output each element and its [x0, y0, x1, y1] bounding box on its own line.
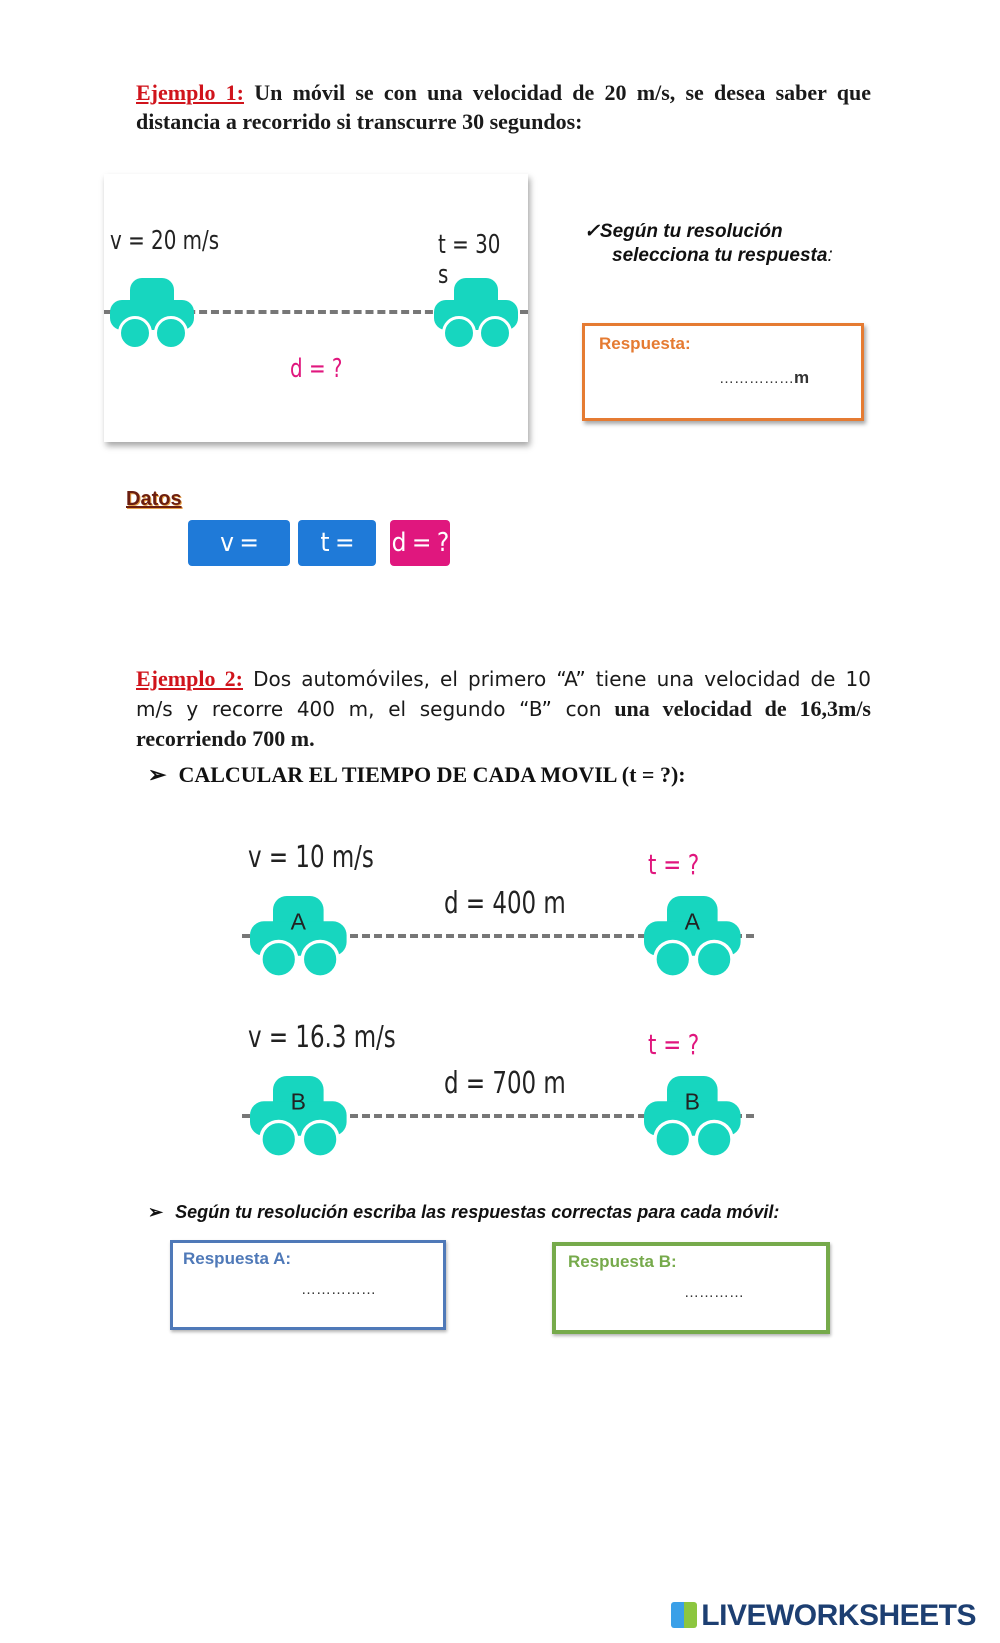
- ejemplo2-text: Dos automóviles, el primero “A” tiene una velocidad de 10 m/s y recorre 400 m, el segundo “B” con: [136, 667, 872, 721]
- car-b-time: t = ?: [648, 1028, 700, 1061]
- car-b-end-icon: B: [644, 1076, 741, 1157]
- datos-chip-time: t = 30s: [298, 520, 376, 566]
- car-a-start-icon: A: [250, 896, 347, 977]
- answer-b-input[interactable]: …………: [684, 1284, 744, 1301]
- car-b-diagram: [240, 1016, 760, 1166]
- car-icon: [434, 278, 518, 348]
- answer-b-box[interactable]: [552, 1242, 830, 1334]
- velocity-label: v = 20 m/s: [110, 226, 220, 256]
- car-a-time: t = ?: [648, 848, 700, 881]
- answer-a-input[interactable]: ……………: [301, 1281, 376, 1298]
- car-a-diagram: [240, 836, 760, 986]
- task-heading: ➢ CALCULAR EL TIEMPO DE CADA MOVIL (t = ?):: [148, 762, 686, 787]
- instruction-2: ➢ Según tu resolución escriba las respuestas correctas para cada móvil:: [148, 1202, 780, 1222]
- check-icon: ✓: [584, 221, 600, 242]
- car-b-start-icon: B: [250, 1076, 347, 1157]
- answer-a-label: Respuesta A:: [183, 1249, 292, 1268]
- datos-title: Datos: [126, 488, 182, 510]
- datos-chip-distance: d = ?: [390, 520, 450, 566]
- ejemplo1-paragraph: [136, 78, 871, 136]
- answer-label: Respuesta:: [599, 334, 691, 353]
- ejemplo1-lead: Ejemplo 1:: [136, 80, 244, 105]
- car-b-distance: d = 700 m: [444, 1066, 566, 1101]
- bullet-icon: ➢: [148, 1202, 164, 1222]
- time-label: t = 30 s: [438, 230, 501, 290]
- car-a-velocity: v = 10 m/s: [248, 840, 374, 875]
- brand-icon: [671, 1602, 697, 1628]
- car-icon: [110, 278, 194, 348]
- instruction-1: ✓Según tu resolución selecciona tu respuesta:: [584, 221, 833, 266]
- ejemplo1-diagram: [104, 174, 528, 442]
- ejemplo2-paragraph: Ejemplo 2: Dos automóviles, el primero “A” tiene una velocidad de 10 m/s y recorre 400 m, el segundo “B” con una velocidad de 16,3m/s recorriendo 700 m.: [136, 666, 872, 751]
- car-a-end-icon: A: [644, 896, 741, 977]
- ejemplo1-text: Un móvil se con una velocidad de 20 m/s, se desea saber que distancia a recorrido si transcurre 30 segundos:: [136, 80, 872, 134]
- car-a-distance: d = 400 m: [444, 886, 566, 921]
- distance-label: d = ?: [290, 354, 343, 384]
- car-b-velocity: v = 16.3 m/s: [248, 1020, 396, 1055]
- answer-input[interactable]: ……………m: [719, 368, 810, 387]
- answer-b-label: Respuesta B:: [568, 1252, 677, 1271]
- answer-box[interactable]: [582, 323, 864, 421]
- liveworksheets-logo: LIVEWORKSHEETS: [671, 1599, 976, 1633]
- datos-chip-velocity: v = 20m/s: [188, 520, 290, 566]
- bullet-icon: ➢: [148, 762, 167, 787]
- answer-a-box[interactable]: [170, 1240, 446, 1330]
- ejemplo2-lead: Ejemplo 2:: [136, 666, 243, 691]
